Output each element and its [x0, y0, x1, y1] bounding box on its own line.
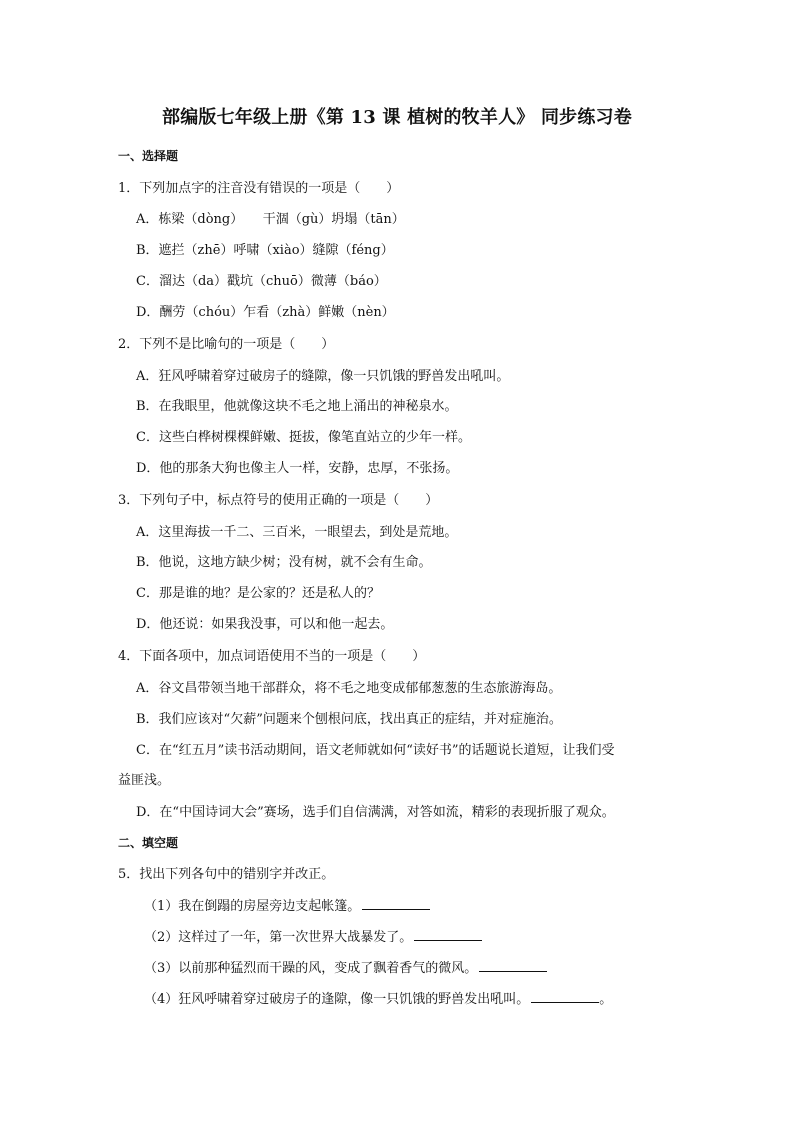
question-1-stem: 1．下列加点字的注音没有错误的一项是（ ） [118, 181, 400, 196]
answer-blank-1[interactable] [362, 897, 430, 910]
question-2-option-d: D．他的那条大狗也像主人一样，安静，忠厚，不张扬。 [136, 461, 459, 476]
question-4-option-c-continued: 益匪浅。 [118, 773, 171, 788]
question-2-option-b: B．在我眼里，他就像这块不毛之地上涌出的神秘泉水。 [136, 399, 458, 414]
question-1-option-d: D．酬劳（chóu）乍看（zhà）鲜嫩（nèn） [136, 305, 395, 320]
question-1-option-b: B．遮拦（zhē）呼啸（xiào）缝隙（féng） [136, 243, 394, 258]
section-heading-choice: 一、选择题 [118, 149, 179, 163]
question-2-option-c: C．这些白桦树棵棵鲜嫩、挺拔，像笔直站立的少年一样。 [136, 430, 471, 445]
document-title: 部编版七年级上册《第 13 课 植树的牧羊人》 同步练习卷 [162, 107, 632, 128]
answer-blank-2[interactable] [414, 928, 482, 941]
question-4-option-c: C．在“红五月”读书活动期间，语文老师就如何“读好书”的话题说长道短，让我们受 [136, 743, 615, 758]
question-3-option-d: D．他还说：如果我没事，可以和他一起去。 [136, 617, 394, 632]
question-5-item-1 [144, 895, 430, 914]
question-5-item-3 [144, 957, 547, 976]
question-4-stem: 4．下面各项中，加点词语使用不当的一项是（ ） [118, 649, 426, 664]
section-heading-fill: 二、填空题 [118, 836, 179, 850]
question-5-item-4 [144, 988, 612, 1007]
question-3-stem: 3．下列句子中，标点符号的使用正确的一项是（ ） [118, 493, 439, 508]
question-5-item-4-text: （4）狂风呼啸着穿过破房子的逢隙，像一只饥饿的野兽发出吼叫。 [144, 992, 530, 1007]
answer-blank-4[interactable] [531, 990, 599, 1003]
question-5-item-2 [144, 926, 482, 945]
question-5-stem: 5．找出下列各句中的错别字并改正。 [118, 867, 335, 882]
question-2-stem: 2．下列不是比喻句的一项是（ ） [118, 337, 335, 352]
question-5-item-2-text: （2）这样过了一年，第一次世界大战暴发了。 [144, 930, 413, 945]
question-4-option-b: B．我们应该对“欠薪”问题来个刨根问底，找出真正的症结，并对症施治。 [136, 712, 562, 727]
question-3-option-c: C．那是谁的地？是公家的？还是私人的？ [136, 586, 380, 601]
question-5-item-1-text: （1）我在倒蹋的房屋旁边支起帐篷。 [144, 899, 361, 914]
question-4-option-a: A．谷文昌带领当地干部群众，将不毛之地变成郁郁葱葱的生态旅游海岛。 [136, 681, 562, 696]
question-4-option-d: D．在“中国诗词大会”赛场，选手们自信满满，对答如流，精彩的表现折服了观众。 [136, 805, 615, 820]
question-2-option-a: A．狂风呼啸着穿过破房子的缝隙，像一只饥饿的野兽发出吼叫。 [136, 369, 510, 384]
question-3-option-a: A．这里海拔一千二、三百米，一眼望去，到处是荒地。 [136, 525, 458, 540]
answer-blank-3[interactable] [479, 959, 547, 972]
question-1-option-c: C．溜达（da）戳坑（chuō）微薄（báo） [136, 274, 387, 289]
question-5-item-3-text: （3）以前那种猛烈而干躁的风，变成了飘着香气的微风。 [144, 961, 478, 976]
question-3-option-b: B．他说，这地方缺少树；没有树，就不会有生命。 [136, 555, 432, 570]
question-1-option-a: A．栋梁（dòng） 干涸（gù）坍塌（tān） [136, 212, 405, 227]
question-5-item-4-end: 。 [599, 992, 613, 1007]
